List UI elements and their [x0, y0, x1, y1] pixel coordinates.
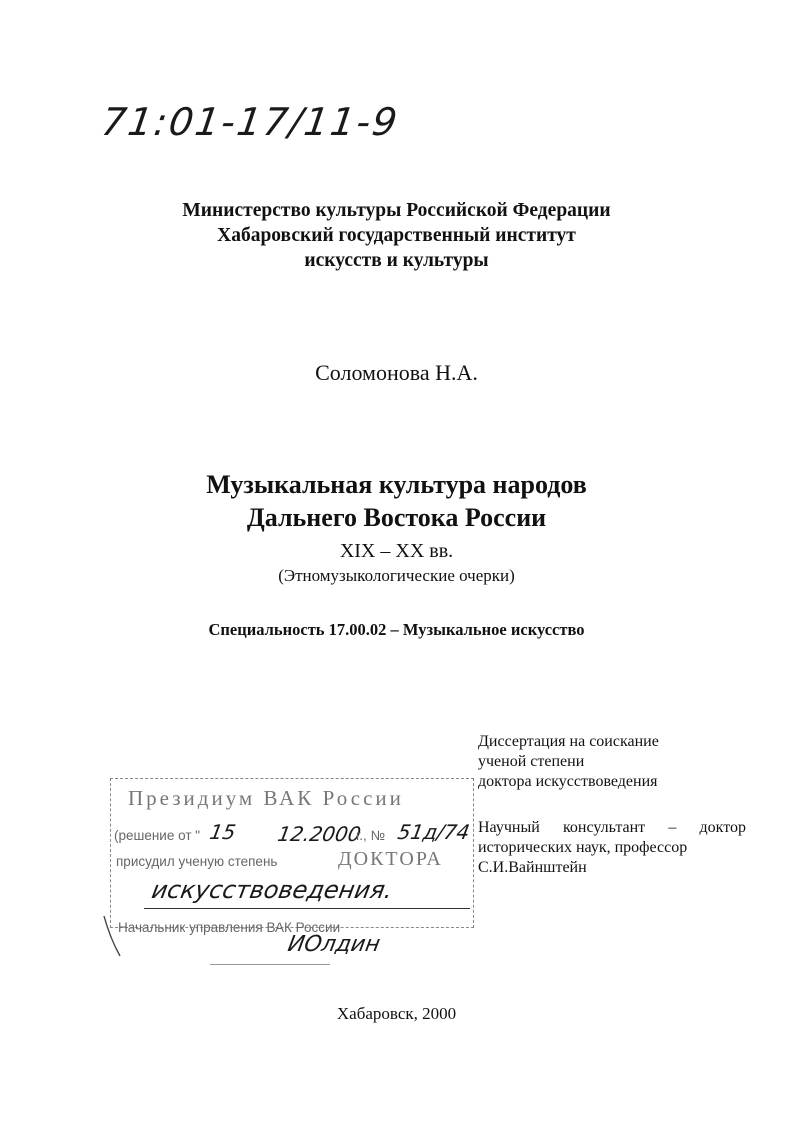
stamp-number-prefix: г., №	[356, 828, 386, 843]
city-year: Хабаровск, 2000	[336, 1004, 457, 1023]
specialty: Специальность 17.00.02 – Музыкальное искусство	[208, 620, 585, 639]
dissertation-line-1: Диссертация на соискание	[478, 733, 659, 750]
stamp-day: 15	[207, 820, 238, 844]
stamp-award-prefix: присудил ученую степень	[116, 854, 278, 869]
stamp-title: Президиум ВАК России	[128, 786, 404, 810]
consultant-word-4: доктор	[699, 819, 746, 836]
consultant-line-3: С.И.Вайнштейн	[478, 859, 587, 876]
consultant-word-3: –	[668, 819, 677, 836]
subtitle: (Этномузыкологические очерки)	[278, 566, 515, 585]
stamp-edge-mark	[100, 912, 124, 962]
dissertation-line-3: доктора искусствоведения	[478, 773, 658, 790]
stamp-signature-line	[210, 964, 330, 965]
ministry-header	[0, 198, 793, 273]
ministry-line-2: Хабаровский государственный институт	[217, 225, 576, 246]
dissertation-line-2: ученой степени	[478, 753, 585, 770]
stamp-date: 12.2000	[275, 822, 363, 846]
consultant-info	[478, 818, 746, 878]
stamp-field: искусствоведения.	[149, 876, 395, 904]
consultant-line-2: исторических наук, профессор	[478, 839, 688, 856]
vak-stamp	[100, 772, 480, 984]
document-title	[0, 468, 793, 534]
archive-code: 71:01-17/11-9	[98, 100, 402, 144]
stamp-degree: ДОКТОРА	[338, 848, 443, 870]
ministry-line-3: искусств и культуры	[304, 250, 489, 271]
author-name: Соломонова Н.А.	[315, 360, 478, 385]
title-line-2: Дальнего Востока России	[246, 503, 547, 532]
consultant-line-1	[478, 818, 746, 838]
consultant-word-2: консультант	[562, 819, 646, 836]
stamp-number: 51д/74	[395, 820, 472, 844]
period: XIX – XX вв.	[339, 540, 454, 562]
ministry-line-1: Министерство культуры Российской Федерации	[182, 200, 611, 221]
stamp-signature: ИОлдин	[285, 932, 382, 957]
stamp-head-label: Начальник управления ВАК России	[118, 920, 341, 935]
dissertation-info	[478, 732, 728, 792]
stamp-decision-prefix: (решение от "	[114, 828, 201, 843]
stamp-field-underline	[144, 908, 470, 909]
title-line-1: Музыкальная культура народов	[206, 470, 587, 499]
consultant-word-1: Научный	[478, 819, 540, 836]
